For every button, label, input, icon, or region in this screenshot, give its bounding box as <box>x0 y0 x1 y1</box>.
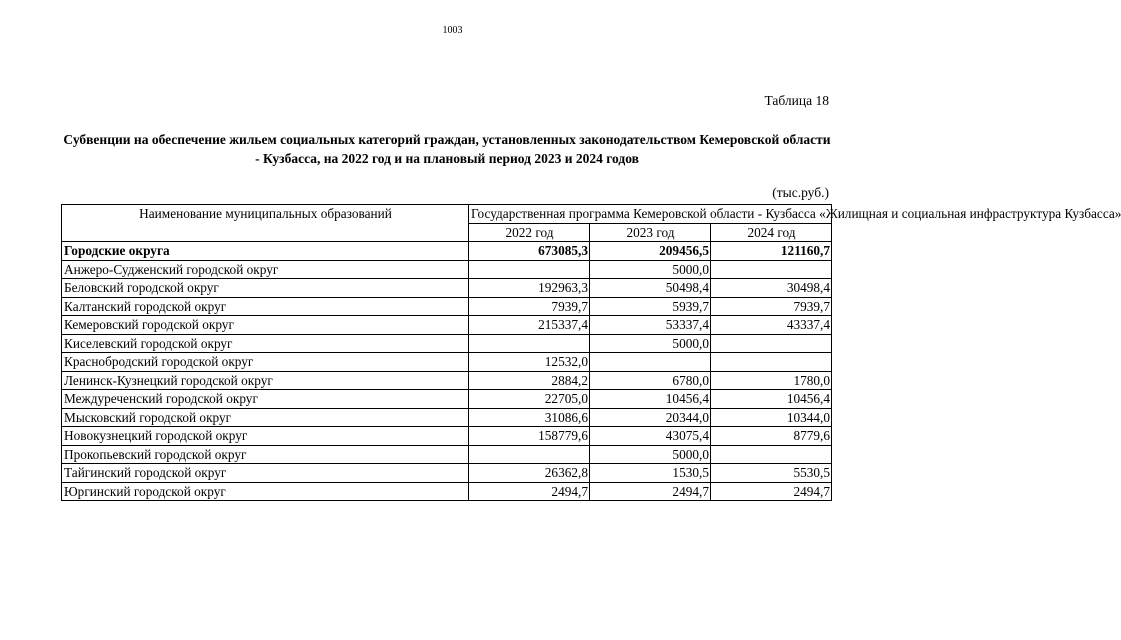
page-number: 1003 <box>442 25 463 36</box>
value-2024 <box>711 445 832 464</box>
value-2023: 43075,4 <box>590 427 711 446</box>
table-row <box>62 353 832 372</box>
value-2022: 2494,7 <box>469 482 590 501</box>
value-2022 <box>469 260 590 279</box>
municipality-name: Краснобродский городской округ <box>62 353 469 372</box>
total-value-2023: 209456,5 <box>590 242 711 261</box>
value-2022 <box>469 334 590 353</box>
value-2023: 5939,7 <box>590 297 711 316</box>
total-value-2022: 673085,3 <box>469 242 590 261</box>
value-2022: 158779,6 <box>469 427 590 446</box>
value-2023: 2494,7 <box>590 482 711 501</box>
table-row <box>62 482 832 501</box>
value-2023: 1530,5 <box>590 464 711 483</box>
value-2023: 5000,0 <box>590 445 711 464</box>
municipality-name: Кемеровский городской округ <box>62 316 469 335</box>
table-row <box>62 390 832 409</box>
table-label: Таблица 18 <box>764 93 829 108</box>
units-label: (тыс.руб.) <box>772 185 829 200</box>
value-2022 <box>469 445 590 464</box>
municipality-name: Киселевский городской округ <box>62 334 469 353</box>
value-2023: 5000,0 <box>590 260 711 279</box>
value-2022: 12532,0 <box>469 353 590 372</box>
municipality-name: Новокузнецкий городской округ <box>62 427 469 446</box>
value-2024: 2494,7 <box>711 482 832 501</box>
table-row <box>62 279 832 298</box>
value-2023: 5000,0 <box>590 334 711 353</box>
value-2024: 10456,4 <box>711 390 832 409</box>
value-2023: 50498,4 <box>590 279 711 298</box>
value-2022: 215337,4 <box>469 316 590 335</box>
subventions-table <box>61 204 1121 501</box>
value-2023: 6780,0 <box>590 371 711 390</box>
value-2024: 8779,6 <box>711 427 832 446</box>
value-2022: 7939,7 <box>469 297 590 316</box>
header-row-program <box>62 205 832 224</box>
municipality-name: Беловский городской округ <box>62 279 469 298</box>
municipality-name: Междуреченский городской округ <box>62 390 469 409</box>
header-year-2023: 2023 год <box>590 223 711 242</box>
value-2024: 1780,0 <box>711 371 832 390</box>
value-2024: 7939,7 <box>711 297 832 316</box>
municipality-name: Ленинск-Кузнецкий городской округ <box>62 371 469 390</box>
value-2022: 31086,6 <box>469 408 590 427</box>
municipality-name: Прокопьевский городской округ <box>62 445 469 464</box>
value-2024: 43337,4 <box>711 316 832 335</box>
municipality-name: Юргинский городской округ <box>62 482 469 501</box>
table-row <box>62 260 832 279</box>
value-2023: 20344,0 <box>590 408 711 427</box>
table-row <box>62 316 832 335</box>
value-2024: 5530,5 <box>711 464 832 483</box>
value-2022: 22705,0 <box>469 390 590 409</box>
municipality-name: Мысковский городской округ <box>62 408 469 427</box>
table-row <box>62 464 832 483</box>
value-2024 <box>711 353 832 372</box>
table-row <box>62 427 832 446</box>
value-2023: 10456,4 <box>590 390 711 409</box>
value-2024 <box>711 334 832 353</box>
table-row <box>62 371 832 390</box>
total-value-2024: 121160,7 <box>711 242 832 261</box>
value-2022: 2884,2 <box>469 371 590 390</box>
table-row <box>62 334 832 353</box>
value-2022: 26362,8 <box>469 464 590 483</box>
header-program: Государственная программа Кемеровской области - Кузбасса «Жилищная и социальная инфраструктура Кузбасса» <box>469 205 832 224</box>
value-2022: 192963,3 <box>469 279 590 298</box>
header-year-2024: 2024 год <box>711 223 832 242</box>
municipality-name: Анжеро-Судженский городской округ <box>62 260 469 279</box>
header-municipality: Наименование муниципальных образований <box>62 205 469 242</box>
value-2023 <box>590 353 711 372</box>
total-row <box>62 242 832 261</box>
document-title: Субвенции на обеспечение жильем социальных категорий граждан, установленных законодательством Кемеровской области - Кузбасса, на 2022 год и на плановый период 2023 и 2024 годов <box>63 132 831 166</box>
municipality-name: Тайгинский городской округ <box>62 464 469 483</box>
total-row-name: Городские округа <box>62 242 469 261</box>
table-row <box>62 408 832 427</box>
header-year-2022: 2022 год <box>469 223 590 242</box>
table-row <box>62 297 832 316</box>
value-2024: 30498,4 <box>711 279 832 298</box>
municipality-name: Калтанский городской округ <box>62 297 469 316</box>
value-2023: 53337,4 <box>590 316 711 335</box>
table-row <box>62 445 832 464</box>
value-2024: 10344,0 <box>711 408 832 427</box>
value-2024 <box>711 260 832 279</box>
